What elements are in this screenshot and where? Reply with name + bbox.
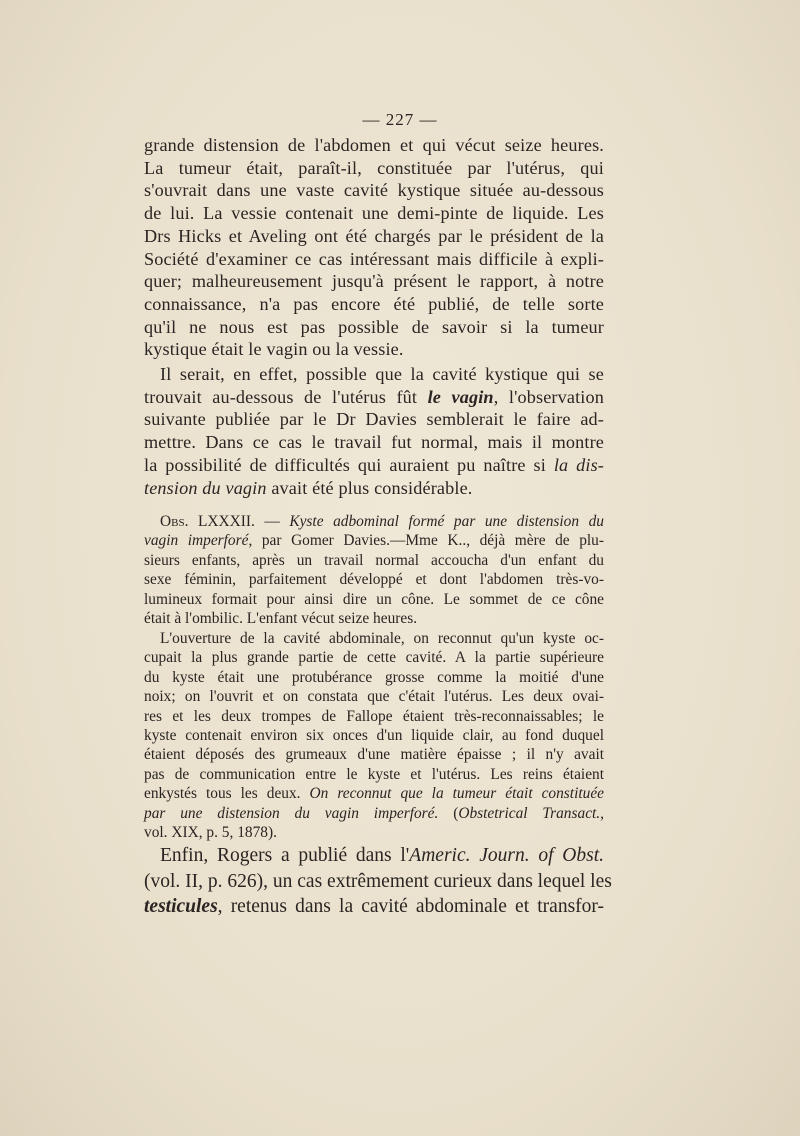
text-line bbox=[144, 454, 604, 477]
text-line: qu'il ne nous est pas possible de savoir si la tumeur bbox=[144, 316, 604, 337]
text-line: étaient déposés des grumeaux d'une matière épaisse ; il n'y avait bbox=[144, 746, 604, 764]
paragraph-1 bbox=[144, 134, 604, 361]
text-line: connaissance, n'a pas encore été publié, de telle sorte bbox=[144, 293, 604, 314]
text-line bbox=[144, 477, 604, 500]
italic-text: Obstetrical Transact. bbox=[458, 804, 601, 822]
obs-label: Obs. LXXXII. — bbox=[160, 513, 290, 530]
text-line: vol. XIX, p. 5, 1878). bbox=[144, 824, 277, 842]
text-run: Il serait, en effet, possible que la cavité kystique qui se bbox=[160, 364, 604, 384]
text-run: avait été plus considérable. bbox=[266, 477, 473, 498]
text-line: lumineux formait pour ainsi dire un cône. Le sommet de ce cône bbox=[144, 590, 604, 608]
text-line bbox=[144, 784, 604, 803]
text-line bbox=[144, 386, 604, 409]
text-line: kystique était le vagin ou la vessie. bbox=[144, 339, 404, 360]
text-run: trouvait au-dessous de l'utérus fût bbox=[144, 386, 428, 407]
text-run: ( bbox=[438, 804, 459, 822]
text-line: mettre. Dans ce cas le travail fut normal, mais il montre bbox=[144, 432, 604, 453]
text-line bbox=[144, 363, 604, 386]
text-line bbox=[144, 843, 604, 869]
italic-text: Americ. Journ. of Obst. bbox=[409, 845, 604, 866]
text-line: L'ouverture de la cavité abdominale, on reconnut qu'un kyste oc- bbox=[160, 630, 604, 647]
text-line: pas de communication entre le kyste et l'utérus. Les reins étaient bbox=[144, 765, 604, 783]
text-line: Drs Hicks et Aveling ont été chargés par le président de la bbox=[144, 225, 604, 246]
text-run: enkystés tous les deux. bbox=[144, 785, 310, 803]
page-number: — 227 — bbox=[362, 110, 438, 129]
text-line: cupait la plus grande partie de cette cavité. A la partie supérieure bbox=[144, 649, 604, 667]
emphasis-text: le vagin bbox=[427, 386, 494, 407]
text-line: suivante publiée par le Dr Davies semblerait le faire ad- bbox=[144, 409, 604, 430]
obs-title: Kyste adbominal formé par une distension du bbox=[289, 513, 605, 530]
italic-text: tension du vagin bbox=[144, 477, 267, 498]
text-line: Société d'examiner ce cas intéressant mais difficile à expli- bbox=[144, 248, 604, 269]
text-line: grande distension de l'abdomen et qui vécut seize heures. bbox=[144, 135, 604, 155]
text-line: noix; on l'ouvrit et on constata que c'était l'utérus. Les deux ovai- bbox=[144, 688, 604, 706]
text-line: res et les deux trompes de Fallope étaient très-reconnaissables; le bbox=[144, 707, 604, 725]
text-line: sieurs enfants, après un travail normal accoucha d'un enfant du bbox=[144, 551, 604, 569]
paragraph-2 bbox=[144, 363, 604, 499]
text-run: , l'observation bbox=[493, 386, 604, 407]
text-line: était à l'ombilic. L'enfant vécut seize heures. bbox=[144, 610, 418, 628]
text-line bbox=[144, 512, 604, 531]
italic-text: la dis- bbox=[553, 454, 605, 475]
text-run: , bbox=[600, 804, 605, 822]
emphasis-text: testicules bbox=[144, 896, 218, 917]
text-line bbox=[144, 804, 604, 823]
text-run: , par Gomer Davies.—Mme K.., déjà mère de plu- bbox=[248, 532, 604, 550]
text-run: la possibilité de difficultés qui auraient pu naître si bbox=[144, 454, 554, 475]
text-run: , retenus dans la cavité abdominale et transfor- bbox=[217, 896, 604, 917]
italic-text: par une distension du vagin imperforé. bbox=[144, 804, 439, 822]
paragraph-3 bbox=[144, 843, 612, 920]
text-line: s'ouvrait dans une vaste cavité kystique située au-dessous bbox=[144, 180, 604, 201]
italic-text: On reconnut que la tumeur était constituée bbox=[309, 785, 604, 803]
text-run: Enfin, Rogers a publié dans l' bbox=[160, 845, 410, 866]
observation-heading bbox=[144, 512, 604, 628]
text-line: (vol. II, p. 626), un cas extrêmement curieux dans lequel les bbox=[144, 870, 612, 892]
observation-body bbox=[144, 629, 604, 842]
text-line bbox=[144, 531, 604, 550]
obs-title: vagin imperforé bbox=[144, 532, 249, 550]
text-line: quer; malheureusement jusqu'à présent le rapport, à notre bbox=[144, 271, 604, 292]
text-line: du kyste était une protubérance grosse comme la moitié d'une bbox=[144, 668, 604, 686]
text-line: de lui. La vessie contenait une demi-pinte de liquide. Les bbox=[144, 203, 604, 224]
text-line bbox=[144, 894, 604, 920]
text-line: kyste contenait environ six onces d'un liquide clair, au fond duquel bbox=[144, 727, 604, 745]
text-line: La tumeur était, paraît-il, constituée par l'utérus, qui bbox=[144, 157, 604, 178]
text-line: sexe féminin, parfaitement développé et dont l'abdomen très-vo- bbox=[144, 571, 604, 589]
